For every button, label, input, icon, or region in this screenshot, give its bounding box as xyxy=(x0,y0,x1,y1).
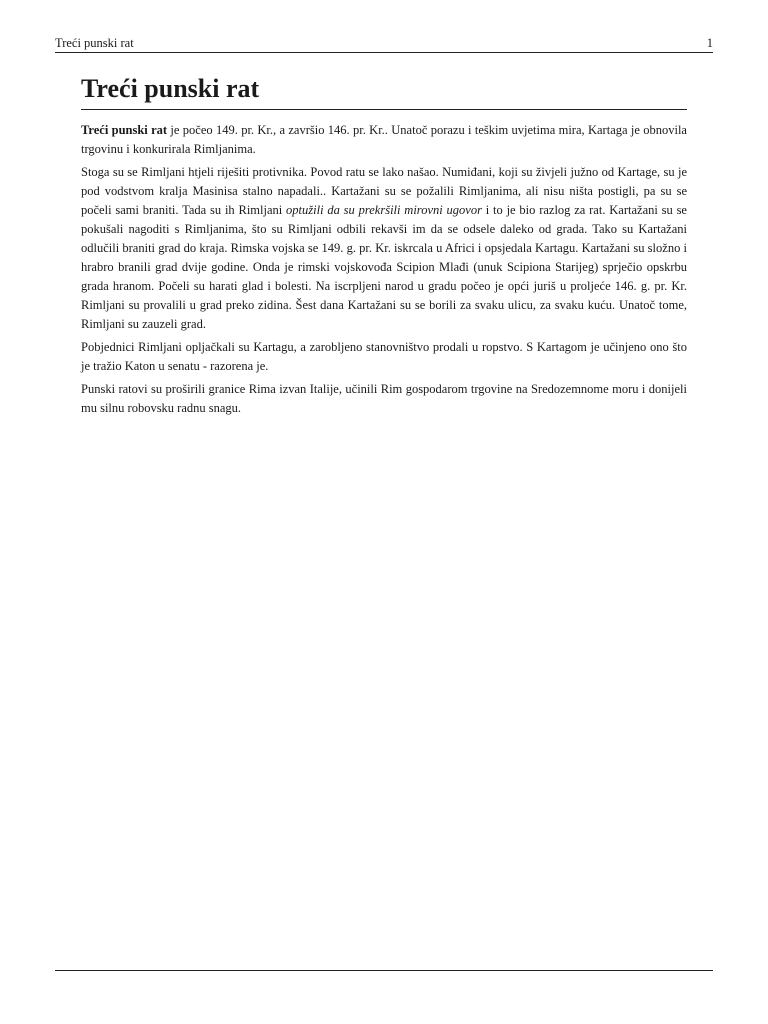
war-course-text-start: Stoga su se Rimljani htjeli riješiti protivnika. Povod ratu se lako našao. Numiđani, koji su živjeli južno od Kartage, su je pod vodstvom kralja Masinisa stalno napadali.. Kartažani su se požalili Rimljanima, ali nisu ništa postigli, pa su se počeli sami braniti. Tada su ih Rimljani xyxy=(81,165,687,217)
header-divider xyxy=(55,52,713,53)
paragraph-aftermath: Pobjednici Rimljani opljačkali su Kartagu, a zarobljeno stanovništvo prodali u ropstvo. S Kartagom je učinjeno ono što je tražio Katon u senatu - razorena je. xyxy=(81,340,687,373)
paragraph-consequences: Punski ratovi su proširili granice Rima izvan Italije, učinili Rim gospodarom trgovine na Sredozemnome moru i donijeli mu silnu robovsku radnu snagu. xyxy=(81,382,687,415)
page-number: 1 xyxy=(706,36,713,50)
running-header-title: Treći punski rat xyxy=(55,36,134,50)
paragraph-intro xyxy=(81,121,687,159)
intro-text: je počeo 149. pr. Kr., a završio 146. pr. Kr.. Unatoč porazu i teškim uvjetima mira, Kartaga je obnovila trgovinu i konkurirala Rimljanima. xyxy=(81,123,687,156)
war-course-text-end: i to je bio razlog za rat. Kartažani su se pokušali nagoditi s Rimljanima, što su Rimljani odbili rekavši im da se odsele daleko od grada. Tako su Kartažani odlučili braniti grad do kraja. Rimska vojska se 149. g. pr. Kr. iskrcala u Africi i opsjedala Kartagu. Kartažani su složno i hrabro branili grad dvije godine. Onda je rimski vojskovođa Scipion Mlađi (unuk Scipiona Starijeg) sprječio opskrbu grada hranom. Počeli su harati glad i bolesti. Na iscrpljeni narod u gradu počeo je opći juriš u proljeće 146. g. pr. Kr. Rimljani su provalili u grad preko zidina. Šest dana Kartažani su se borili za svaku ulicu, za svaku kuću. Unatoč tome, Rimljani su zauzeli grad. xyxy=(81,203,687,331)
article-body xyxy=(81,72,687,422)
running-header xyxy=(55,36,713,51)
war-course-italic-phrase: optužili da su prekršili mirovni ugovor xyxy=(286,203,482,217)
footer-divider xyxy=(55,970,713,971)
article-title: Treći punski rat xyxy=(81,72,687,110)
intro-bold-term: Treći punski rat xyxy=(81,123,168,137)
paragraph-war-course xyxy=(81,163,687,334)
